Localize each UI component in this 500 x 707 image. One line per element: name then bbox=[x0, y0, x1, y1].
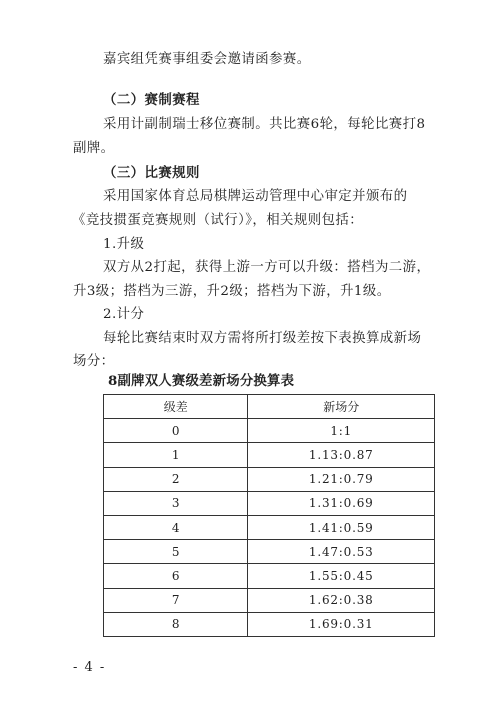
cell-score: 1:1 bbox=[248, 419, 435, 443]
column-header-diff: 级差 bbox=[104, 395, 248, 419]
body-paragraph: 采用国家体育总局棋牌运动管理中心审定并颁布的 bbox=[103, 189, 408, 204]
cell-diff: 3 bbox=[104, 491, 248, 515]
table-row bbox=[104, 564, 435, 588]
cell-score: 1.21:0.79 bbox=[248, 467, 435, 491]
table-row bbox=[104, 540, 435, 564]
body-paragraph: 副牌。 bbox=[73, 141, 115, 156]
cell-diff: 4 bbox=[104, 515, 248, 539]
cell-diff: 5 bbox=[104, 540, 248, 564]
column-header-score: 新场分 bbox=[248, 395, 435, 419]
body-paragraph: 每轮比赛结束时双方需将所打级差按下表换算成新场 bbox=[103, 331, 422, 346]
subsection-heading-scoring: 2.计分 bbox=[103, 307, 145, 322]
table-row bbox=[104, 588, 435, 612]
table-row bbox=[104, 467, 435, 491]
cell-score: 1.47:0.53 bbox=[248, 540, 435, 564]
section-heading-rules: （三）比赛规则 bbox=[103, 165, 200, 181]
table-row bbox=[104, 443, 435, 467]
table-title: 8副牌双人赛级差新场分换算表 bbox=[108, 373, 295, 389]
cell-score: 1.13:0.87 bbox=[248, 443, 435, 467]
cell-diff: 7 bbox=[104, 588, 248, 612]
cell-diff: 6 bbox=[104, 564, 248, 588]
table-header-row bbox=[104, 395, 435, 419]
page-number: - 4 - bbox=[73, 660, 106, 675]
cell-diff: 0 bbox=[104, 419, 248, 443]
cell-score: 1.62:0.38 bbox=[248, 588, 435, 612]
body-paragraph: 场分： bbox=[73, 354, 115, 369]
table-row bbox=[104, 515, 435, 539]
table-row bbox=[104, 419, 435, 443]
cell-score: 1.41:0.59 bbox=[248, 515, 435, 539]
section-heading-schedule: （二）赛制赛程 bbox=[103, 92, 200, 108]
body-paragraph: 《竞技掼蛋竞赛规则（试行）》，相关规则包括： bbox=[72, 213, 364, 228]
score-conversion-table bbox=[103, 394, 435, 637]
body-paragraph: 双方从2打起，获得上游一方可以升级：搭档为二游， bbox=[103, 260, 431, 275]
table-row bbox=[104, 612, 435, 636]
subsection-heading-upgrade: 1.升级 bbox=[103, 237, 145, 252]
cell-diff: 1 bbox=[104, 443, 248, 467]
table-row bbox=[104, 491, 435, 515]
cell-score: 1.69:0.31 bbox=[248, 612, 435, 636]
body-paragraph: 嘉宾组凭赛事组委会邀请函参赛。 bbox=[103, 52, 311, 67]
body-paragraph: 采用计副制瑞士移位赛制。共比赛6轮，每轮比赛打8 bbox=[103, 117, 426, 132]
cell-score: 1.55:0.45 bbox=[248, 564, 435, 588]
body-paragraph: 升3级；搭档为三游，升2级；搭档为下游，升1级。 bbox=[73, 284, 391, 299]
cell-score: 1.31:0.69 bbox=[248, 491, 435, 515]
cell-diff: 2 bbox=[104, 467, 248, 491]
cell-diff: 8 bbox=[104, 612, 248, 636]
